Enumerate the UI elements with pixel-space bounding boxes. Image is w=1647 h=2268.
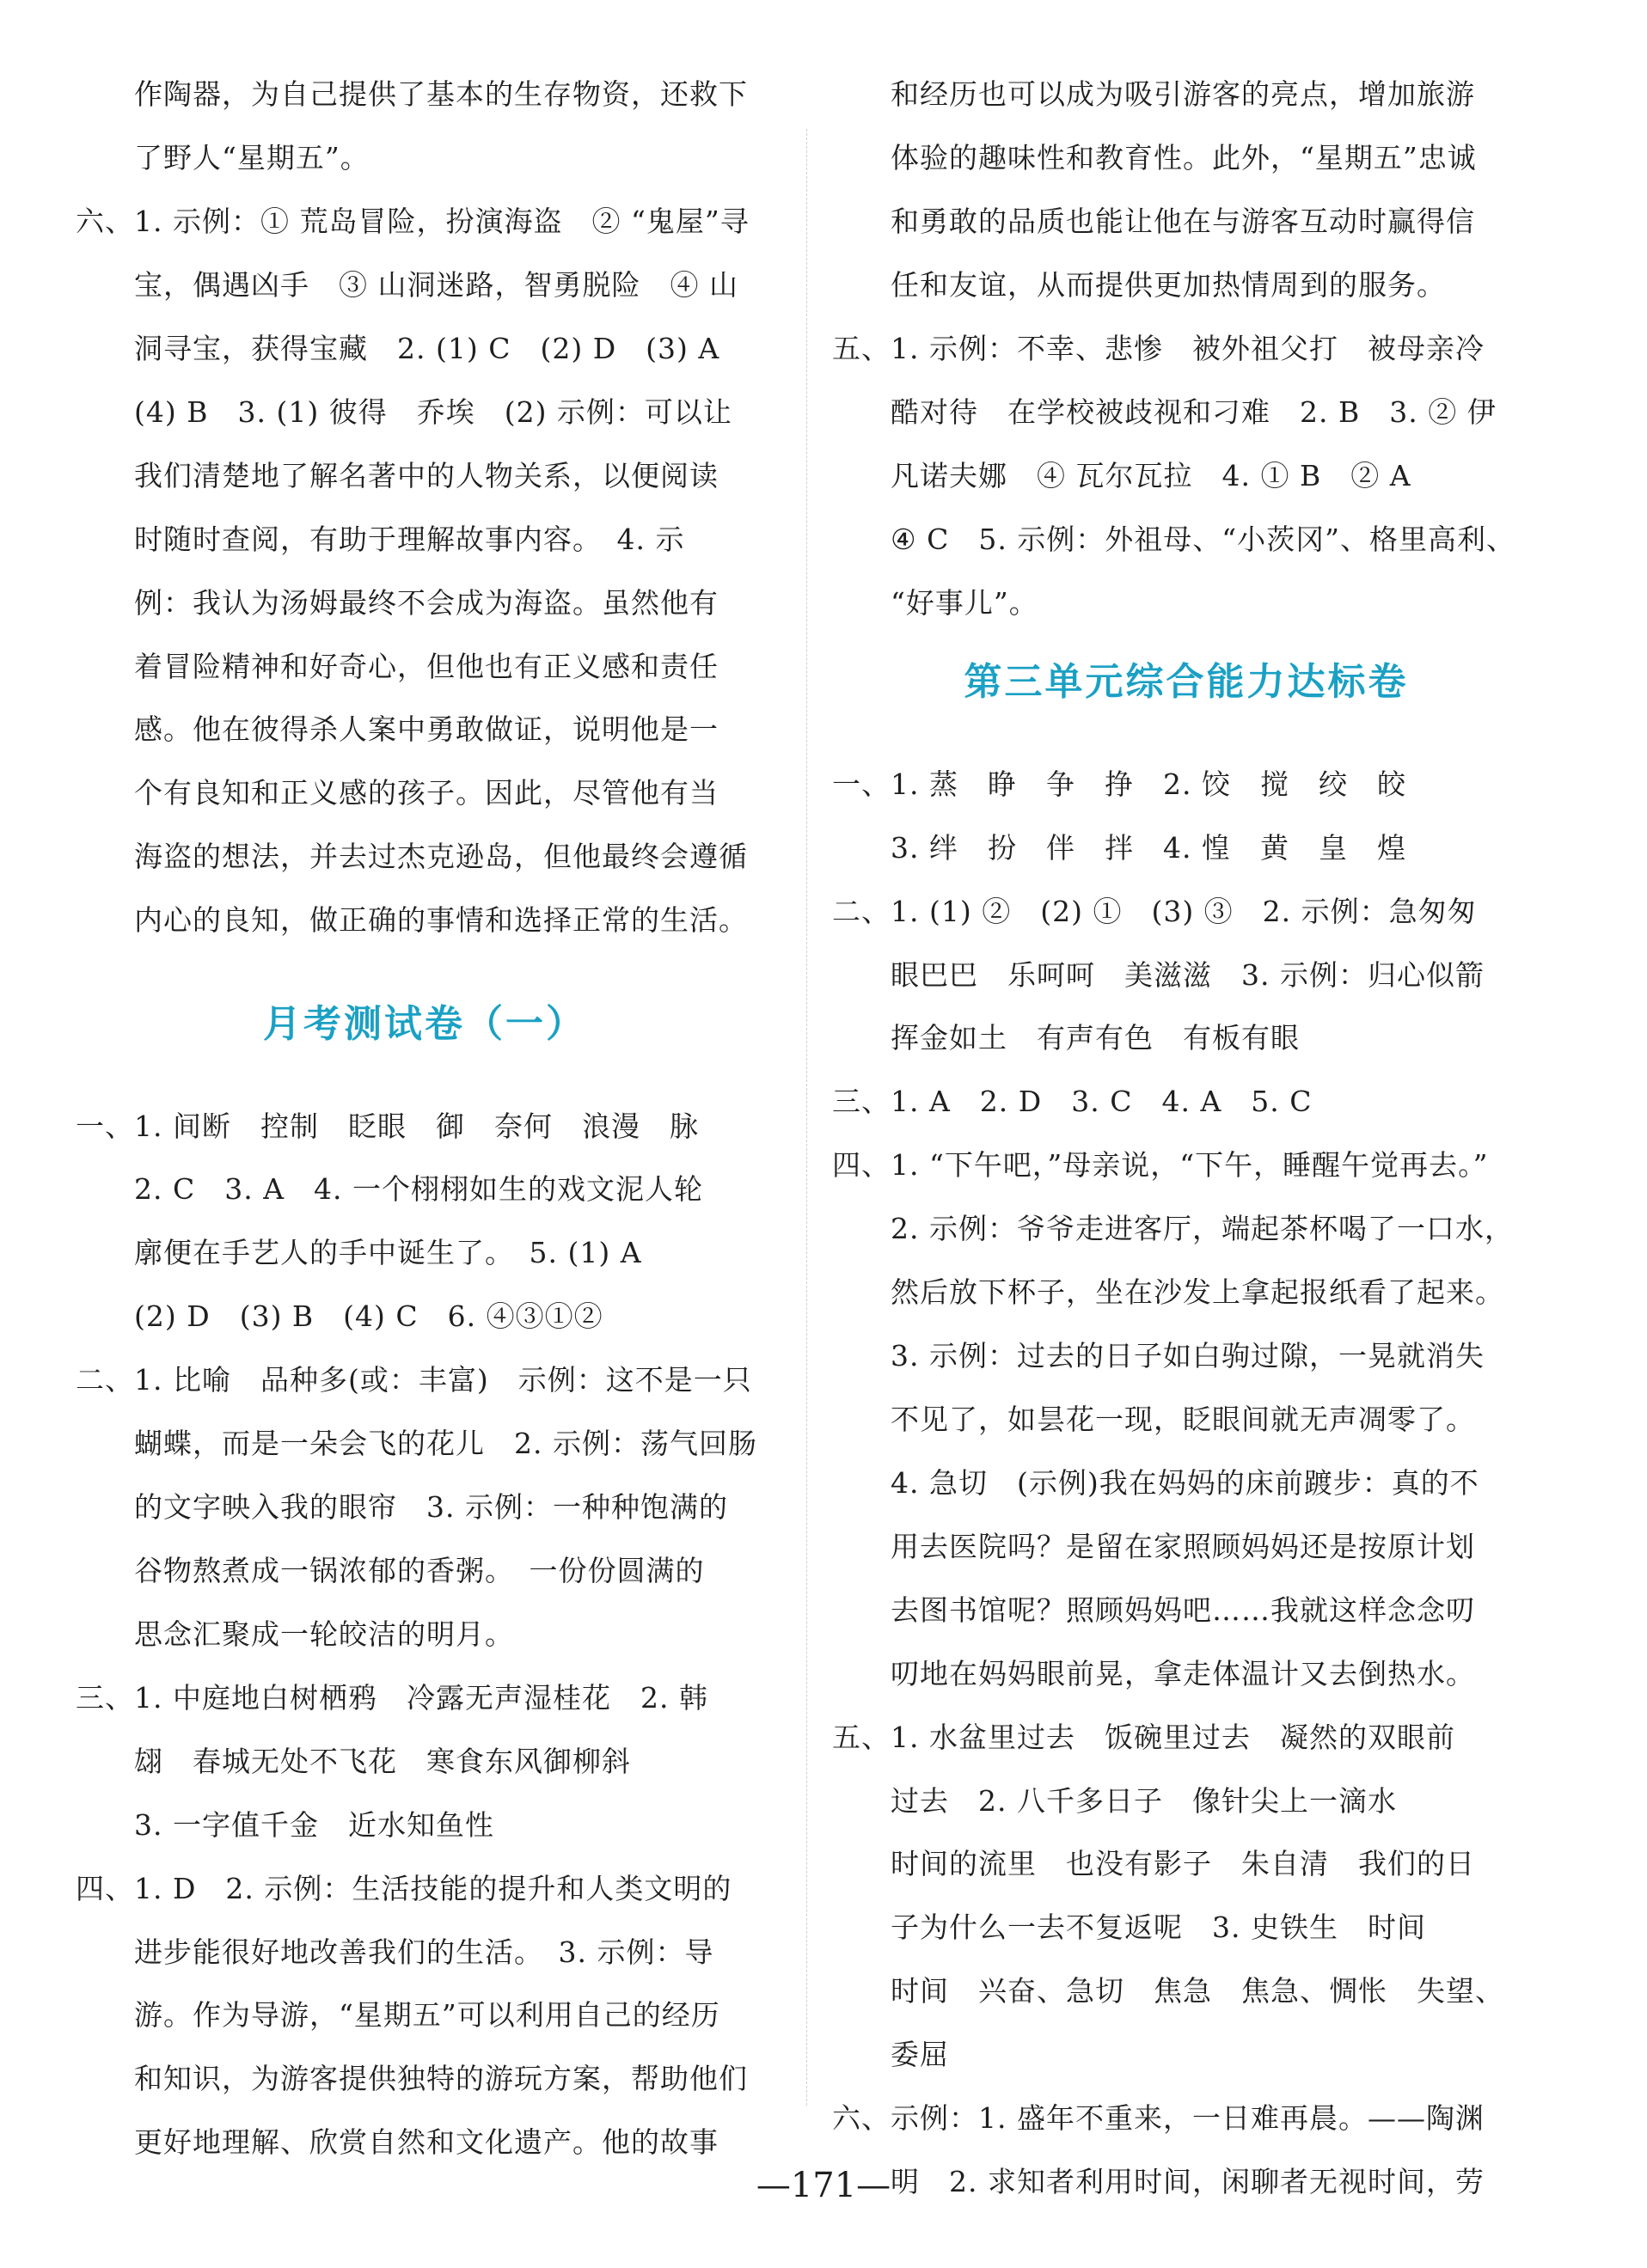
text-line: 一、1. 间断 控制 眨眼 御 奈何 浪漫 脉 [76,1110,699,1143]
text-line: 六、示例：1. 盛年不重来，一日难再晨。——陶渊 [832,2101,1485,2135]
text-line: 体验的趣味性和教育性。此外，“星期五”忠诚 [891,141,1477,174]
text-line: 和知识，为游客提供独特的游玩方案，帮助他们 [134,2062,748,2095]
text-line: 六、1. 示例：① 荒岛冒险，扮演海盗 ② “鬼屋”寻 [76,205,750,238]
text-line: 挥金如土 有声有色 有板有眼 [891,1021,1300,1055]
text-line: 思念汇聚成一轮皎洁的明月。 [134,1617,514,1651]
text-line: 五、1. 水盆里过去 饭碗里过去 凝然的双眼前 [832,1721,1455,1754]
text-line: 蝴蝶，而是一朵会飞的花儿 2. 示例：荡气回肠 [134,1427,757,1460]
text-line: 然后放下杯子，坐在沙发上拿起报纸看了起来。 [891,1275,1504,1309]
text-line: 二、1. 比喻 品种多(或：丰富) 示例：这不是一只 [76,1363,752,1397]
section-heading: 月考测试卷（一） [263,1002,586,1046]
text-line: 二、1. (1) ② (2) ① (3) ③ 2. 示例：急匆匆 [832,895,1477,928]
text-line: 明 2. 求知者利用时间，闲聊者无视时间，劳 [891,2165,1485,2198]
text-line: 3. 绊 扮 伴 拌 4. 惶 黄 皇 煌 [891,831,1406,865]
text-line: 着冒险精神和好奇心，但他也有正义感和责任 [134,650,719,683]
text-line: 和勇敢的品质也能让他在与游客互动时赢得信 [891,205,1475,238]
text-line: 眼巴巴 乐呵呵 美滋滋 3. 示例：归心似箭 [891,958,1485,992]
text-line: 4. 急切 (示例)我在妈妈的床前踱步：真的不 [891,1466,1479,1500]
text-line: 廓便在手艺人的手中诞生了。 5. (1) A [134,1236,642,1269]
text-line: 四、1. D 2. 示例：生活技能的提升和人类文明的 [76,1872,732,1905]
text-line: 不见了，如昙花一现，眨眼间就无声凋零了。 [891,1403,1475,1436]
text-line: 用去医院吗？是留在家照顾妈妈还是按原计划 [891,1530,1475,1563]
text-line: 游。作为导游，“星期五”可以利用自己的经历 [134,1998,720,2032]
text-line: 我们清楚地了解名著中的人物关系，以便阅读 [134,459,719,492]
text-line: 子为什么一去不复返呢 3. 史铁生 时间 [891,1910,1426,1944]
text-line: 过去 2. 八千多日子 像针尖上一滴水 [891,1784,1397,1818]
text-line: 和经历也可以成为吸引游客的亮点，增加旅游 [891,77,1475,111]
text-line: 例：我认为汤姆最终不会成为海盗。虽然他有 [134,586,719,620]
text-line: 三、1. A 2. D 3. C 4. A 5. C [832,1085,1313,1118]
text-line: 2. C 3. A 4. 一个栩栩如生的戏文泥人轮 [134,1172,704,1206]
text-line: 3. 一字值千金 近水知鱼性 [134,1808,494,1842]
text-line: “好事儿”。 [891,586,1038,620]
text-line: 内心的良知，做正确的事情和选择正常的生活。 [134,903,748,937]
text-line: 宝，偶遇凶手 ③ 山洞迷路，智勇脱险 ④ 山 [134,268,738,302]
text-line: 五、1. 示例：不幸、悲惨 被外祖父打 被母亲冷 [832,332,1485,365]
text-line: 更好地理解、欣赏自然和文化遗产。他的故事 [134,2125,719,2159]
text-line: 时间 兴奋、急切 焦急 焦急、惆怅 失望、 [891,1974,1504,2008]
text-line: 时随时查阅，有助于理解故事内容。 4. 示 [134,523,685,556]
text-line: 一、1. 蒸 睁 争 挣 2. 饺 搅 绞 皎 [832,767,1406,801]
text-line: 的文字映入我的眼帘 3. 示例：一种种饱满的 [134,1490,728,1524]
text-line: 3. 示例：过去的日子如白驹过隙，一晃就消失 [891,1339,1485,1372]
text-line: 谷物熬煮成一锅浓郁的香粥。 一份份圆满的 [134,1554,705,1587]
text-line: (4) B 3. (1) 彼得 乔埃 (2) 示例：可以让 [134,395,732,429]
section-heading: 第三单元综合能力达标卷 [964,660,1409,704]
text-line: 感。他在彼得杀人案中勇敢做证，说明他是一 [134,712,719,746]
text-line: 进步能很好地改善我们的生活。 3. 示例：导 [134,1935,714,1969]
text-line: 叨地在妈妈眼前晃，拿走体温计又去倒热水。 [891,1657,1475,1690]
text-line: 委屈 [891,2038,949,2071]
text-line: 去图书馆呢？照顾妈妈吧……我就这样念念叨 [891,1593,1475,1627]
text-line: 四、1. “下午吧，”母亲说，“下午，睡醒午觉再去。” [832,1148,1489,1182]
text-line: 个有良知和正义感的孩子。因此，尽管他有当 [134,776,719,810]
text-line: 作陶器，为自己提供了基本的生存物资，还救下 [134,77,748,111]
text-line: (2) D (3) B (4) C 6. ④③①② [134,1299,603,1333]
text-line: 2. 示例：爷爷走进客厅，端起茶杯喝了一口水， [891,1212,1514,1245]
text-line: 三、1. 中庭地白树栖鸦 冷露无声湿桂花 2. 韩 [76,1681,708,1715]
text-line: 海盗的想法，并去过杰克逊岛，但他最终会遵循 [134,840,748,873]
text-line: 酷对待 在学校被歧视和刁难 2. B 3. ② 伊 [891,395,1497,429]
text-line: 任和友谊，从而提供更加热情周到的服务。 [891,268,1446,302]
text-line: 了野人“星期五”。 [134,141,370,174]
column-divider [806,129,807,2106]
text-line: 时间的流里 也没有影子 朱自清 我们的日 [891,1847,1475,1880]
text-line: ④ C 5. 示例：外祖母、“小茨冈”、格里高利、 [891,523,1516,556]
page-number: —171— [756,2166,891,2205]
text-line: 凡诺夫娜 ④ 瓦尔瓦拉 4. ① B ② A [891,459,1411,492]
text-line: 翃 春城无处不飞花 寒食东风御柳斜 [134,1745,631,1778]
text-line: 洞寻宝，获得宝藏 2. (1) C (2) D (3) A [134,332,720,365]
